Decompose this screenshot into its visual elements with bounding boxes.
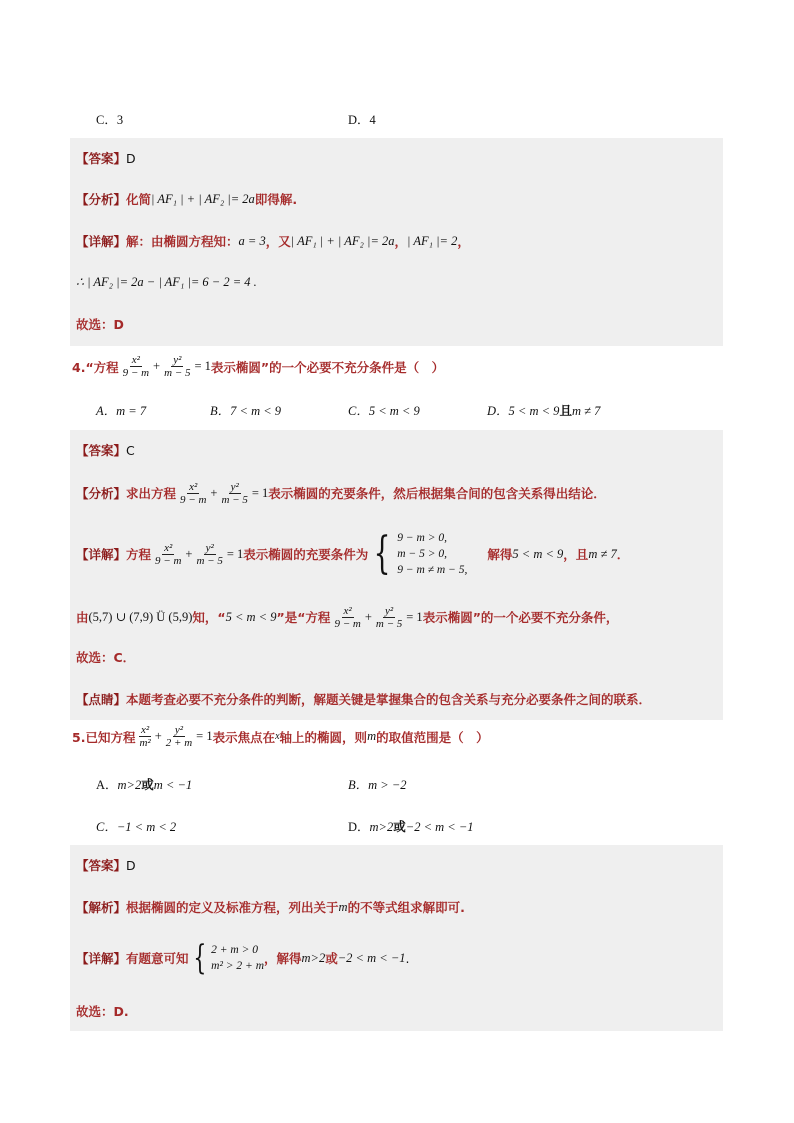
q3-detail: 【详解】 解：由椭圆方程知： a = 3 ，又 | AF₁ | + | AF₂ |= 2a ， | AF₁ |= 2 ，	[76, 233, 470, 249]
q4-option-a: A．m = 7	[96, 404, 147, 418]
q5-option-a: A．m>2或m < −1	[96, 777, 193, 792]
q5-stem-frac-y: $\frac{\text{y²}}{2 + m}$	[165, 724, 193, 749]
q4-analysis: 【分析】 求出方程 $\frac{\text{x²}}{9 - m}$ + $\frac{\text{y²}}{m - 5}$ = 1 表示椭圆的充要条件，然后根据集合间的包含关系得出结论．	[76, 480, 606, 506]
q5-analysis: 【解析】 根据椭圆的定义及标准方程，列出关于 m 的不等式组求解即可.	[76, 899, 465, 915]
q3-option-c: C．3	[96, 113, 124, 127]
q5-choose: 故选：D.	[76, 1004, 129, 1019]
q5-inequality-system: { 2 + m > 0 m² > 2 + m	[192, 938, 264, 978]
q4-option-b: B．7 < m < 9	[210, 404, 282, 418]
q4-option-d: D．5 < m < 9且m ≠ 7	[487, 403, 601, 418]
q5-stem: 5.已知方程 $\frac{\text{x²}}{\text{m²}}$ + $\frac{\text{y²}}{2 + m}$ = 1 表示焦点在 x 轴上的椭圆，则 m 的取值范围是（ ）	[72, 724, 489, 749]
q5-option-b: B．m > −2	[348, 778, 407, 792]
q3-answer: 【答案】 D	[76, 150, 136, 166]
q5-option-c: C．−1 < m < 2	[96, 820, 177, 834]
q4-detail: 【详解】 方程 $\frac{\text{x²}}{9 - m}$ + $\frac{\text{y²}}{m - 5}$ = 1 表示椭圆的充要条件为 { 9 − m > 0, m − 5 > 0, 9 − m ≠ m − 5, 解得 5 < m < 9 ，且 m ≠ 7 ．	[76, 528, 630, 579]
q5-detail: 【详解】 有题意可知 { 2 + m > 0 m² > 2 + m ，解得 m>2 或 −2 < m < −1 .	[76, 938, 410, 978]
q4-comment: 【点睛】 本题考查必要不充分条件的判断，解题关键是掌握集合的包含关系与充分必要条件之间的联系．	[76, 692, 652, 707]
q4-option-c: C．5 < m < 9	[348, 404, 420, 418]
q5-stem-frac-x: $\frac{\text{x²}}{\text{m²}}$	[139, 724, 151, 749]
q4-set-relation: 由 (5,7) ∪ (7,9) Ü (5,9) 知，“ 5 < m < 9 ”是“方程 $\frac{\text{x²}}{9 - m}$ + $\frac{\text{y²}}{m - 5}$ = 1 表示椭圆”的一个必要不充分条件，	[76, 604, 619, 630]
q5-option-d: D．m>2或−2 < m < −1	[348, 819, 474, 834]
q3-conclusion: ∴ | AF₂ |= 2a − | AF₁ |= 6 − 2 = 4 .	[76, 275, 257, 289]
q4-stem: 4.“方程 $\frac{\text{x²}}{9 - m}$ + $\frac{\text{y²}}{m - 5}$ = 1 表示椭圆”的一个必要不充分条件是（ ）	[72, 354, 445, 379]
q4-answer: 【答案】 C	[76, 442, 135, 458]
q4-stem-frac-y: $\frac{\text{y²}}{m - 5}$	[164, 354, 191, 379]
q4-inequality-system: { 9 − m > 0, m − 5 > 0, 9 − m ≠ m − 5,	[373, 528, 468, 579]
q4-choose: 故选：C．	[76, 650, 136, 665]
q3-analysis: 【分析】 化简 | AF₁ | + | AF₂ |= 2a 即得解.	[76, 191, 298, 207]
q3-choose: 故选：D	[76, 317, 124, 332]
q4-stem-frac-x: $\frac{\text{x²}}{9 - m}$	[122, 354, 150, 379]
q5-answer: 【答案】 D	[76, 857, 136, 873]
q3-option-d: D．4	[348, 113, 376, 127]
